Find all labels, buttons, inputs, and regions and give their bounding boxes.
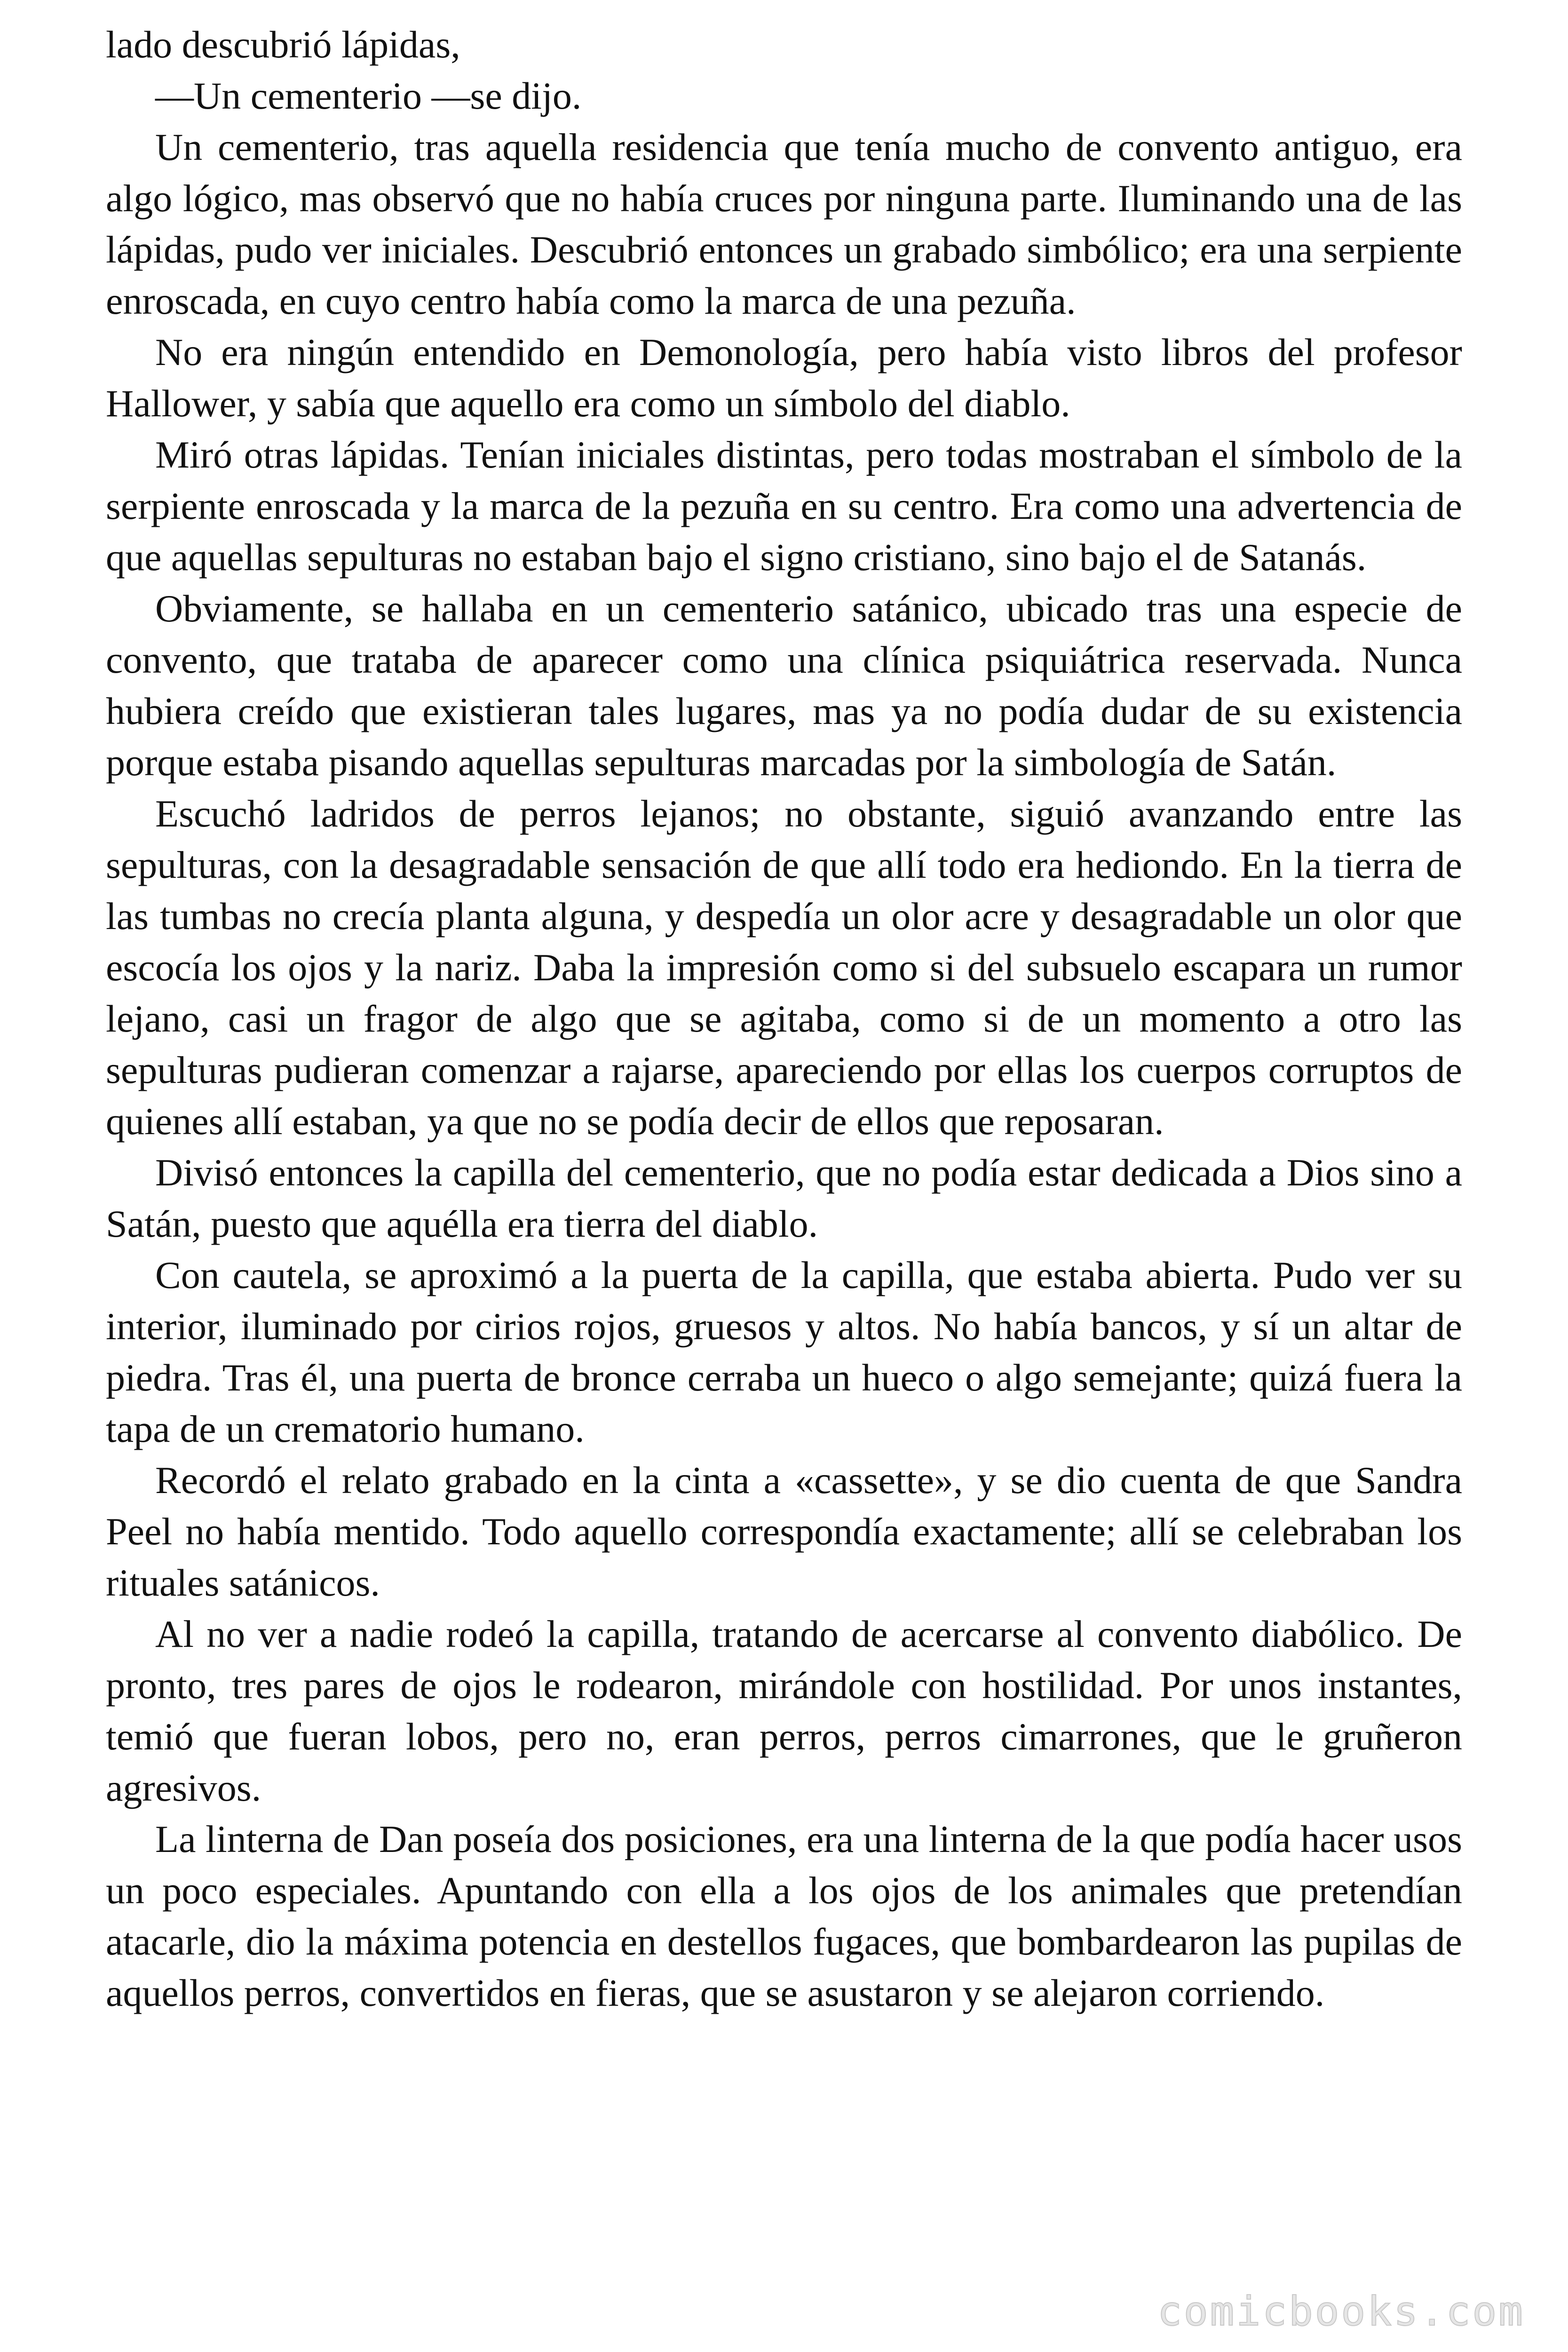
- paragraph-8: Divisó entonces la capilla del cementerio, que no podía estar dedicada a Dios sino a Satán, puesto que aquélla era tierra del diablo.: [106, 1151, 1462, 1245]
- paragraph-10: Recordó el relato grabado en la cinta a «cassette», y se dio cuenta de que Sandra Peel no había mentido. Todo aquello correspondía exactamente; allí se celebraban los rituales satánicos.: [106, 1459, 1462, 1604]
- paragraph-6: Obviamente, se hallaba en un cementerio satánico, ubicado tras una especie de convento, que trataba de aparecer como una clínica psiquiátrica reservada. Nunca hubiera creído que existieran tales lugares, mas ya no podía dudar de su existencia porque estaba pisando aquellas sepulturas marcadas por la simbología de Satán.: [106, 587, 1462, 784]
- paragraph-11: Al no ver a nadie rodeó la capilla, tratando de acercarse al convento diabólico. De pronto, tres pares de ojos le rodearon, mirándole con hostilidad. Por unos instantes, temió que fueran lobos, pero no, eran perros, perros cimarrones, que le gruñeron agresivos.: [106, 1613, 1462, 1809]
- paragraph-3: Un cementerio, tras aquella residencia que tenía mucho de convento antiguo, era algo lógico, mas observó que no había cruces por ninguna parte. Iluminando una de las lápidas, pudo ver iniciales. Descubrió entonces un grabado simbólico; era una serpiente enroscada, en cuyo centro había como la marca de una pezuña.: [106, 126, 1462, 322]
- paragraph-4: No era ningún entendido en Demonología, pero había visto libros del profesor Hallower, y sabía que aquello era como un símbolo del diablo.: [106, 331, 1462, 425]
- paragraph-5: Miró otras lápidas. Tenían iniciales distintas, pero todas mostraban el símbolo de la serpiente enroscada y la marca de la pezuña en su centro. Era como una advertencia de que aquellas sepulturas no estaban bajo el signo cristiano, sino bajo el de Satanás.: [106, 433, 1462, 579]
- page-body: [106, 19, 1462, 2018]
- watermark: comicbooks.com: [1157, 2288, 1525, 2335]
- paragraph-9: Con cautela, se aproximó a la puerta de la capilla, que estaba abierta. Pudo ver su interior, iluminado por cirios rojos, gruesos y altos. No había bancos, y sí un altar de piedra. Tras él, una puerta de bronce cerraba un hueco o algo semejante; quizá fuera la tapa de un crematorio humano.: [106, 1254, 1462, 1450]
- paragraph-2: —Un cementerio —se dijo.: [155, 74, 582, 117]
- paragraph-7: Escuchó ladridos de perros lejanos; no obstante, siguió avanzando entre las sepulturas, con la desagradable sensación de que allí todo era hediondo. En la tierra de las tumbas no crecía planta alguna, y despedía un olor acre y desagradable un olor que escocía los ojos y la nariz. Daba la impresión como si del subsuelo escapara un rumor lejano, casi un fragor de algo que se agitaba, como si de un momento a otro las sepulturas pudieran comenzar a rajarse, apareciendo por ellas los cuerpos corruptos de quienes allí estaban, ya que no se podía decir de ellos que reposaran.: [106, 792, 1462, 1143]
- paragraph-12: La linterna de Dan poseía dos posiciones, era una linterna de la que podía hacer usos un poco especiales. Apuntando con ella a los ojos de los animales que pretendían atacarle, dio la máxima potencia en destellos fugaces, que bombardearon las pupilas de aquellos perros, convertidos en fieras, que se asustaron y se alejaron corriendo.: [106, 1818, 1462, 2014]
- paragraph-1: lado descubrió lápidas,: [106, 23, 460, 66]
